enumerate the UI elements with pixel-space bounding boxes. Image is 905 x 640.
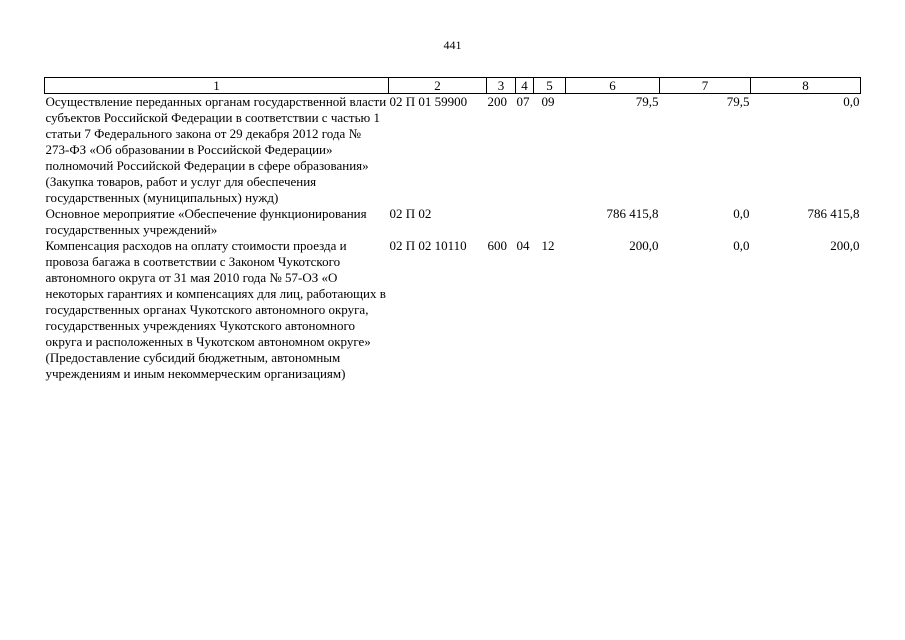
- column-header-6: 6: [566, 78, 660, 94]
- row-name: Основное мероприятие «Обеспечение функционирования государственных учреждений»: [45, 206, 367, 237]
- row-target-code: 02 П 01 59900: [389, 94, 468, 109]
- row-amount-total: 79,5: [635, 94, 659, 109]
- row-amount-regional: 200,0: [830, 238, 860, 253]
- row-name: Осуществление переданных органам государственной власти субъектов Российской Федерации в соответствии с частью 1 статьи 7 Федерального закона от 29 декабря 2012 года № 273-ФЗ «Об образовании в Российской Федерации» полномочий Российской Федерации в сфере образования» (Закупка товаров, работ и услуг для обеспечения государственных (муниципальных) нужд): [45, 94, 387, 205]
- row-target-code: 02 П 02 10110: [389, 238, 467, 253]
- table-header: [45, 78, 861, 94]
- row-section: 04: [516, 238, 530, 253]
- column-header-3: 3: [487, 78, 516, 94]
- row-subsection: 12: [541, 238, 555, 253]
- column-header-7: 7: [660, 78, 751, 94]
- column-header-4: 4: [516, 78, 534, 94]
- row-amount-federal: 0,0: [733, 238, 750, 253]
- row-expense-type: [487, 206, 516, 238]
- column-header-1: 1: [45, 78, 389, 94]
- row-subsection: [534, 206, 566, 238]
- row-name: Компенсация расходов на оплату стоимости проезда и провоза багажа в соответствии с Законом Чукотского автономного округа от 31 мая 2010 года № 57-ОЗ «О некоторых гарантиях и компенсациях для лиц, работающих в государственных органах Чукотского автономного округа, государственных учреждениях Чукотского автономного округа и расположенных в Чукотском автономном округе» (Предоставление субсидий бюджетным, автономным учреждениям и иным некоммерческим организациям): [45, 238, 386, 381]
- table-row: [45, 94, 861, 207]
- row-expense-type: 600: [487, 238, 507, 253]
- table-body: [45, 94, 861, 383]
- column-header-8: 8: [751, 78, 861, 94]
- row-amount-total: 786 415,8: [606, 206, 659, 221]
- row-target-code: 02 П 02: [389, 206, 432, 221]
- row-expense-type: 200: [487, 94, 507, 109]
- header-row: [45, 78, 861, 94]
- row-section: [516, 206, 534, 238]
- row-amount-regional: 786 415,8: [807, 206, 860, 221]
- row-subsection: 09: [541, 94, 555, 109]
- row-amount-total: 200,0: [629, 238, 659, 253]
- column-header-2: 2: [389, 78, 487, 94]
- row-amount-federal: 79,5: [726, 94, 750, 109]
- row-amount-regional: 0,0: [843, 94, 860, 109]
- table-row: [45, 206, 861, 238]
- column-header-5: 5: [534, 78, 566, 94]
- page-number: 441: [443, 38, 462, 52]
- row-section: 07: [516, 94, 530, 109]
- budget-table: [44, 77, 861, 382]
- row-amount-federal: 0,0: [733, 206, 750, 221]
- table-row: [45, 238, 861, 382]
